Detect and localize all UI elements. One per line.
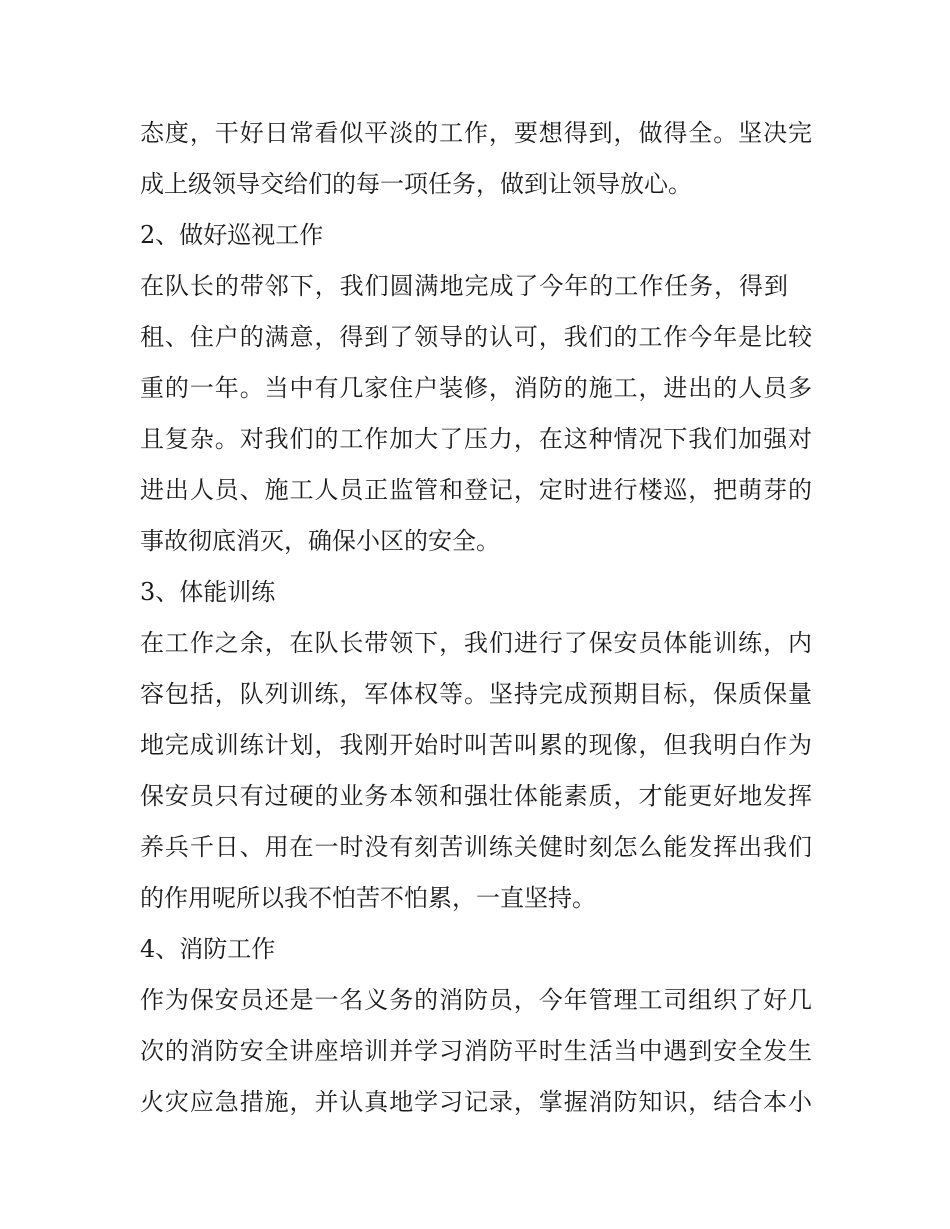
text-line: 火灾应急措施，并认真地学习记录，掌握消防知识，结合本小 bbox=[140, 1088, 812, 1116]
section-heading: 2、做好巡视工作 bbox=[140, 221, 324, 249]
text-line: 态度，干好日常看似平淡的工作，要想得到，做得全。坚决完 bbox=[140, 119, 812, 147]
paragraph bbox=[140, 618, 812, 924]
text-line: 地完成训练计划，我刚开始时叫苦叫累的现像，但我明白作为 bbox=[140, 731, 812, 759]
text-line: 容包括，队列训练，军体权等。坚持完成预期目标，保质保量 bbox=[140, 680, 812, 708]
text-line: 作为保安员还是一名义务的消防员，今年管理工司组织了好几 bbox=[140, 986, 812, 1014]
paragraph bbox=[140, 975, 812, 1128]
text-line: 养兵千日、用在一时没有刻苦训练关健时刻怎么能发挥出我们 bbox=[140, 833, 812, 861]
text-line: 保安员只有过硬的业务本领和强壮体能素质，才能更好地发挥 bbox=[140, 782, 812, 810]
text-line: 重的一年。当中有几家住户装修，消防的施工，进出的人员多 bbox=[140, 374, 812, 402]
text-line: 成上级领导交给们的每一项任务，做到让领导放心。 bbox=[140, 170, 692, 198]
section-heading: 4、消防工作 bbox=[140, 935, 276, 963]
text-line: 且复杂。对我们的工作加大了压力，在这种情况下我们加强对 bbox=[140, 425, 812, 453]
text-line: 在队长的带邻下，我们圆满地完成了今年的工作任务，得到 bbox=[140, 272, 788, 300]
text-line: 在工作之余，在队长带领下，我们进行了保安员体能训练，内 bbox=[140, 629, 812, 657]
document-body bbox=[140, 108, 812, 1128]
text-line: 的作用呢所以我不怕苦不怕累，一直坚持。 bbox=[140, 884, 596, 912]
paragraph bbox=[140, 108, 812, 210]
text-line: 租、住户的满意，得到了领导的认可，我们的工作今年是比较 bbox=[140, 323, 812, 351]
text-line: 进出人员、施工人员正监管和登记，定时进行楼巡，把萌芽的 bbox=[140, 476, 812, 504]
section-heading: 3、体能训练 bbox=[140, 578, 276, 606]
text-line: 事故彻底消灭，确保小区的安全。 bbox=[140, 527, 500, 555]
paragraph bbox=[140, 261, 812, 567]
text-line: 次的消防安全讲座培训并学习消防平时生活当中遇到安全发生 bbox=[140, 1037, 812, 1065]
